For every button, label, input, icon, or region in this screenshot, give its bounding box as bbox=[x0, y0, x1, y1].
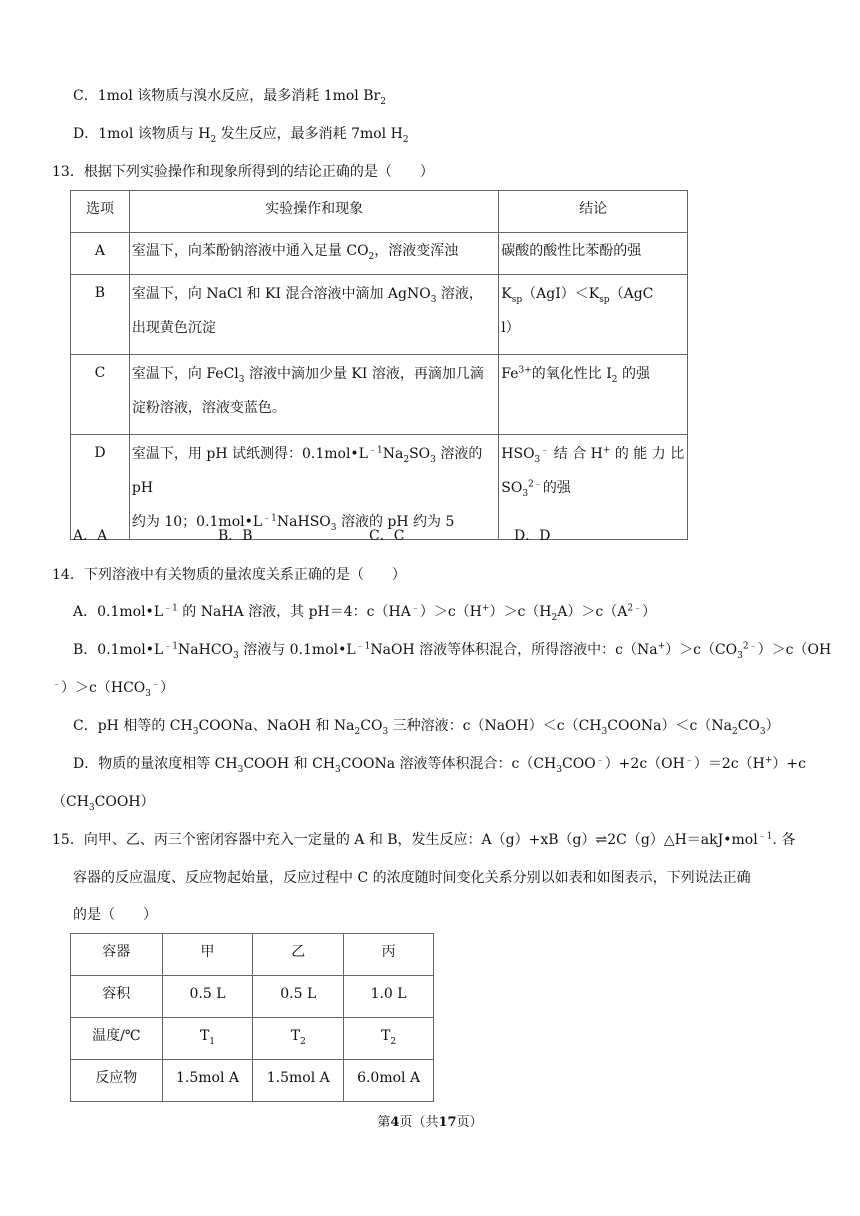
q15-temp-label: 温度/℃ bbox=[71, 1018, 163, 1060]
q15-header-bing: 丙 bbox=[344, 934, 434, 976]
q13-row-d-operation: 室温下，用 pH 试纸测得：$0.1mol•L^{﹣1}Na_2SO_3$ 溶液的 pH 约为 10；$0.1mol•L^{﹣1}NaHSO_3$ 溶液的 pH 约为 5 bbox=[129, 435, 498, 540]
q14-option-b-line1: B．$0.1mol•L^{﹣1}NaHCO_3$ 溶液与 $0.1mol•L^{﹣1}NaOH$ 溶液等体积混合，所得溶液中：$c(Na^+)>c(CO_3^{2﹣})>c(OH$ bbox=[73, 641, 832, 661]
table-row bbox=[71, 1060, 434, 1102]
q12-option-d: D．1mol 该物质与 $H_2$ 发生反应，最多消耗 7mol $H_2$ bbox=[73, 126, 409, 145]
q13-row-b-operation: 室温下，向 NaCl 和 KI 混合溶液中滴加 AgNO$_3$ 溶液， 出现黄色沉淀 bbox=[129, 275, 498, 355]
q13-row-a-conclusion: 碳酸的酸性比苯酚的强 bbox=[499, 233, 688, 275]
q15-reactant-label: 反应物 bbox=[71, 1060, 163, 1102]
q15-table bbox=[70, 933, 434, 1102]
q15-reactant-bing: 6.0mol A bbox=[344, 1060, 434, 1102]
page-number: 4 bbox=[390, 1115, 400, 1130]
q13-choice-b: B．B bbox=[218, 528, 253, 544]
q13-row-d-option: D bbox=[71, 435, 130, 540]
q14-stem: 14．下列溶液中有关物质的量浓度关系正确的是（ ） bbox=[52, 567, 406, 583]
q13-header-operation: 实验操作和现象 bbox=[129, 191, 498, 233]
q15-temp-yi: $T_2$ bbox=[253, 1018, 344, 1060]
q15-reactant-yi: 1.5mol A bbox=[253, 1060, 344, 1102]
q15-volume-label: 容积 bbox=[71, 976, 163, 1018]
q13-row-c-operation: 室温下，向 FeCl$_3$ 溶液中滴加少量 KI 溶液，再滴加几滴 淀粉溶液，溶液变蓝色。 bbox=[129, 355, 498, 435]
q14-option-d-line2: $(CH_3COOH)$ bbox=[52, 794, 155, 813]
table-row bbox=[71, 934, 434, 976]
q13-row-a-operation: 室温下，向苯酚钠溶液中通入足量 $CO_2$，溶液变浑浊 bbox=[129, 233, 498, 275]
table-row bbox=[71, 275, 688, 355]
q14-option-d-line1: D．物质的量浓度相等 $CH_3COOH$ 和 $CH_3COONa$ 溶液等体积混合：$c(CH_3COO^﹣)+2c(OH^﹣)=2c(H^+)+c$ bbox=[73, 755, 806, 775]
page-footer: 第4页（共17页） bbox=[377, 1115, 483, 1130]
q13-choice-c: C．C bbox=[369, 528, 405, 544]
q13-row-c-option: C bbox=[71, 355, 130, 435]
q13-stem: 13．根据下列实验操作和现象所得到的结论正确的是（ ） bbox=[52, 164, 434, 180]
q13-row-b-conclusion: $K_{sp}(AgI)<K_{sp}(AgC$ l） bbox=[499, 275, 688, 355]
q15-temp-bing: $T_2$ bbox=[344, 1018, 434, 1060]
q15-volume-yi: 0.5 L bbox=[253, 976, 344, 1018]
table-row bbox=[71, 1018, 434, 1060]
table-row bbox=[71, 355, 688, 435]
q15-volume-jia: 0.5 L bbox=[162, 976, 253, 1018]
q15-header-yi: 乙 bbox=[253, 934, 344, 976]
table-row bbox=[71, 233, 688, 275]
q13-row-b-option: B bbox=[71, 275, 130, 355]
q13-header-conclusion: 结论 bbox=[499, 191, 688, 233]
q15-header-container: 容器 bbox=[71, 934, 163, 976]
q14-option-c: C．pH 相等的 $CH_3COONa$、NaOH 和 $Na_2CO_3$ 三种溶液：$c(NaOH)<c(CH_3COONa)<c(Na_2CO_3)$ bbox=[73, 718, 780, 737]
table-row bbox=[71, 435, 688, 540]
q13-row-a-option: A bbox=[71, 233, 130, 275]
q15-temp-jia: $T_1$ bbox=[162, 1018, 253, 1060]
table-row bbox=[71, 976, 434, 1018]
page-total: 17 bbox=[438, 1115, 457, 1130]
q15-reactant-jia: 1.5mol A bbox=[162, 1060, 253, 1102]
q15-header-jia: 甲 bbox=[162, 934, 253, 976]
q13-choice-a: A．A bbox=[73, 528, 108, 544]
q13-choice-d: D．D bbox=[514, 528, 551, 544]
q14-option-b-line2: $^﹣)>c(HCO_3^﹣)$ bbox=[52, 679, 175, 699]
q13-header-option: 选项 bbox=[71, 191, 130, 233]
q12-option-c: C．1mol 该物质与溴水反应，最多消耗 1mol $Br_2$ bbox=[73, 88, 386, 107]
q15-volume-bing: 1.0 L bbox=[344, 976, 434, 1018]
q13-table bbox=[70, 190, 688, 540]
q13-row-c-conclusion: $Fe^{3+}$的氧化性比 $I_2$ 的强 bbox=[499, 355, 688, 435]
q14-option-a: A．$0.1mol•L^{﹣1}$ 的 NaHA 溶液，其 pH＝4：$c(HA^﹣)>c(H^+)>c(H_2A)>c(A^{2﹣})$ bbox=[73, 603, 657, 623]
q15-stem-line1: 15．向甲、乙、丙三个密闭容器中充入一定量的 A 和 B，发生反应：A（g）+xB（g）⇌2C（g）△H＝akJ•mol$^{﹣1}$. 各 bbox=[52, 831, 796, 848]
q15-stem-line3: 的是（ ） bbox=[73, 907, 157, 923]
q13-row-d-conclusion: $HSO_3^﹣$ 结 合 H+ 的 能 力 比 $SO_3^{2﹣}$的强 bbox=[499, 435, 688, 540]
q15-stem-line2: 容器的反应温度、反应物起始量，反应过程中 C 的浓度随时间变化关系分别以如表和如图表示，下列说法正确 bbox=[73, 870, 751, 886]
